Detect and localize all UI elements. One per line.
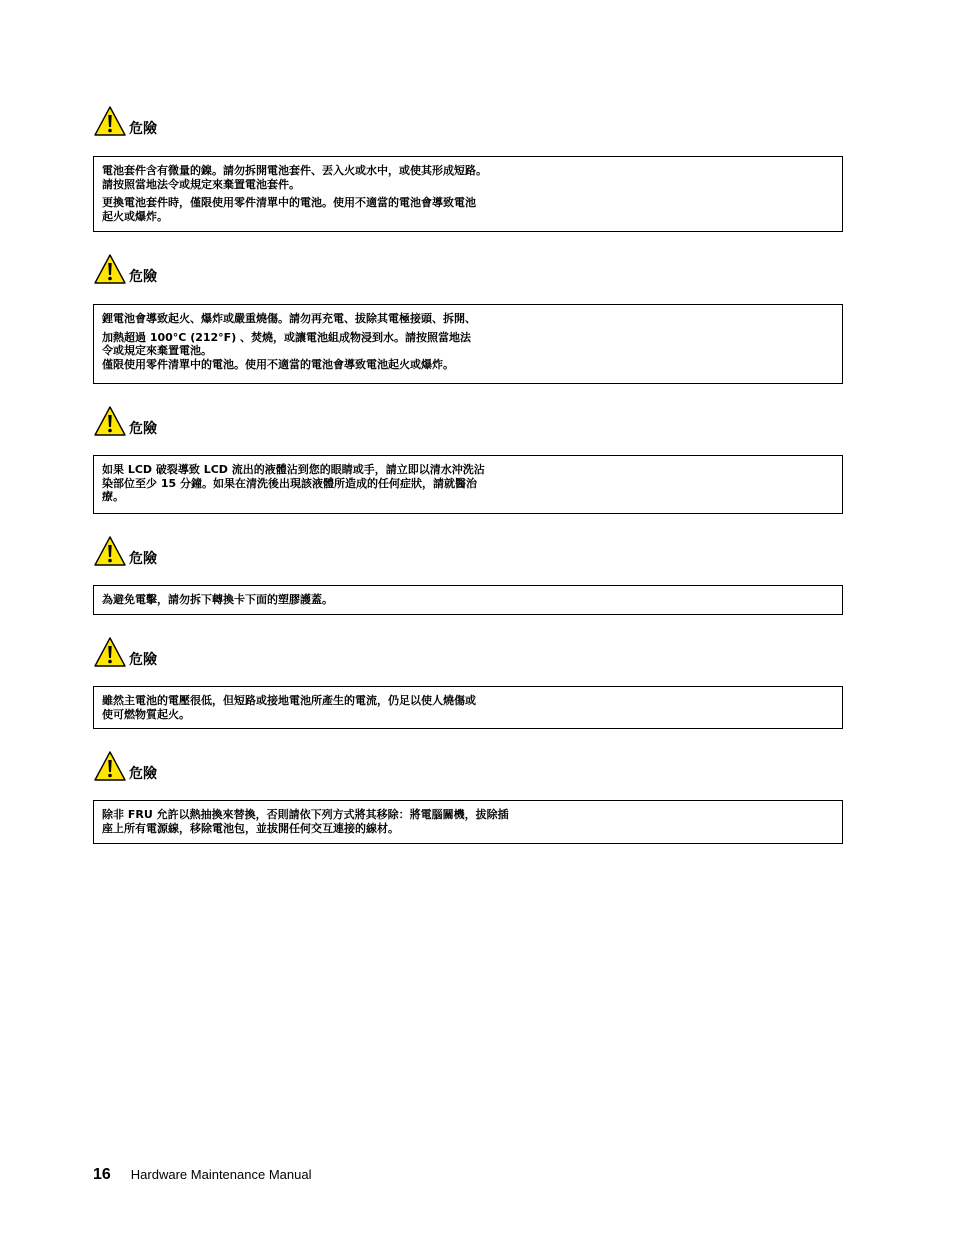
- warning-triangle-icon: [93, 535, 127, 567]
- notice-text: 雖然主電池的電壓很低，但短路或接地電池所產生的電流，仍足以使人燒傷或 使可燃物質起火。: [102, 694, 476, 721]
- notice-text: 為避免電擊，請勿拆下轉換卡下面的塑膠護蓋。: [102, 593, 333, 606]
- page-number: 16: [93, 1166, 111, 1183]
- warning-triangle-icon: [93, 405, 127, 437]
- danger-heading: [93, 533, 157, 567]
- danger-heading: [93, 634, 157, 668]
- danger-heading: [93, 103, 157, 137]
- notice-text: 更換電池套件時，僅限使用零件清單中的電池。使用不適當的電池會導致電池 起火或爆炸。: [102, 196, 476, 223]
- notice-text: 加熱超過 100°C (212°F) 、焚燒，或讓電池組成物浸到水。請按照當地法 令或規定來棄置電池。 僅限使用零件清單中的電池。使用不適當的電池會導致電池起火或爆炸。: [102, 330, 472, 371]
- notice-text: 鋰電池會導致起火、爆炸或嚴重燒傷。請勿再充電、拔除其電極接頭、拆開、: [102, 312, 476, 325]
- warning-triangle-icon: [93, 105, 127, 137]
- notice-box: [93, 455, 843, 514]
- danger-label: 危險: [129, 652, 157, 668]
- notice-box: [93, 304, 843, 384]
- notice-box: [93, 585, 843, 615]
- notice-box: [93, 156, 843, 232]
- manual-title: Hardware Maintenance Manual: [130, 1167, 312, 1182]
- notice-text: 電池套件含有微量的鎳。請勿拆開電池套件、丟入火或水中，或使其形成短路。 請按照當地法令或規定來棄置電池套件。: [102, 164, 487, 191]
- danger-label: 危險: [129, 269, 157, 285]
- warning-triangle-icon: [93, 750, 127, 782]
- danger-label: 危險: [129, 551, 157, 567]
- danger-label: 危險: [129, 421, 157, 437]
- notice-box: [93, 686, 843, 729]
- danger-heading: [93, 251, 157, 285]
- danger-label: 危險: [129, 121, 157, 137]
- danger-heading: [93, 748, 157, 782]
- danger-heading: [93, 403, 157, 437]
- notice-text: 如果 LCD 破裂導致 LCD 流出的液體沾到您的眼睛或手，請立即以清水沖洗沾 染部位至少 15 分鐘。如果在清洗後出現該液體所造成的任何症狀，請就醫治 療。: [102, 463, 485, 503]
- notice-box: [93, 800, 843, 844]
- danger-label: 危險: [129, 766, 157, 782]
- warning-triangle-icon: [93, 636, 127, 668]
- notice-text: 除非 FRU 允許以熱抽換來替換，否則請依下列方式將其移除：將電腦關機，拔除插 座上所有電源線，移除電池包，並拔開任何交互連接的線材。: [102, 808, 509, 835]
- page-footer: [93, 1166, 311, 1184]
- warning-triangle-icon: [93, 253, 127, 285]
